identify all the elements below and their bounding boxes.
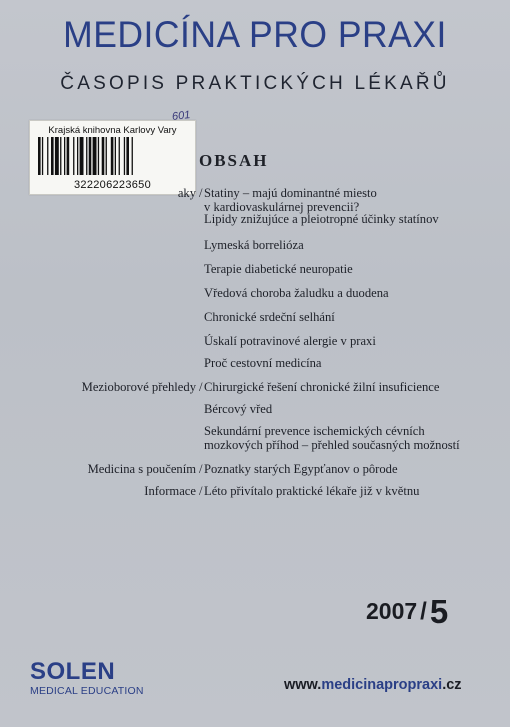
website-name: medicinapropraxi (321, 677, 443, 693)
toc-category: aky (177, 186, 196, 200)
issue-slash: / (420, 598, 427, 625)
website-suffix: .cz (442, 677, 462, 693)
toc-article-title: Terapie diabetické neuropatie (204, 262, 353, 276)
toc-separator: / (199, 462, 203, 476)
publisher-tagline: MEDICAL EDUCATION (30, 685, 144, 697)
toc-article-title: Úskalí potravinové alergie v praxi (204, 334, 376, 348)
toc-article-title: Bércový vřed (204, 402, 273, 416)
toc-category: Medicina s poučením (87, 462, 196, 476)
toc-article-title: Vředová choroba žaludku a duodena (204, 286, 389, 300)
library-name: Krajská knihovna Karlovy Vary (48, 125, 177, 136)
toc-article-title: v kardiovaskulárnej prevencii? (204, 200, 360, 214)
toc-article-title: Lymeská borrelióza (204, 238, 304, 252)
toc-category: Informace (144, 484, 196, 498)
toc-separator: / (199, 484, 203, 498)
website-url[interactable] (284, 677, 462, 693)
journal-title: MEDICÍNA PRO PRAXI (63, 14, 447, 55)
issue-year: 2007 (366, 598, 418, 624)
toc-article-title: Sekundární prevence ischemických cévních (204, 424, 425, 438)
toc-article-title: Proč cestovní medicína (204, 356, 322, 370)
toc-category: Mezioborové přehledy (81, 380, 196, 394)
toc-article-title: Poznatky starých Egypťanov o pôrode (204, 462, 398, 476)
publisher-logo (30, 660, 144, 697)
handwritten-mark: 601 (171, 109, 191, 123)
toc-separator: / (199, 186, 203, 200)
issue-number: 5 (429, 593, 449, 630)
website-prefix: www. (284, 677, 322, 693)
toc-separator: / (199, 380, 203, 394)
toc-article-title: Lipidy znižujúce a pleiotropné účinky statínov (204, 212, 439, 226)
journal-subtitle: ČASOPIS PRAKTICKÝCH LÉKAŘŮ (60, 73, 450, 94)
toc-heading: OBSAH (199, 151, 269, 170)
toc-article-title: Chirurgické řešení chronické žilní insuficience (204, 380, 440, 394)
issue-info (366, 593, 448, 631)
barcode-number: 322206223650 (73, 179, 151, 191)
toc-article-title: Chronické srdeční selhání (204, 310, 335, 324)
toc-article-title: mozkových příhod – přehled současných možností (204, 438, 460, 452)
toc-article-title: Léto přivítalo praktické lékaře již v květnu (204, 484, 420, 498)
publisher-name: SOLEN (30, 658, 116, 685)
toc-article-title: Statiny – majú dominantné miesto (204, 186, 377, 200)
